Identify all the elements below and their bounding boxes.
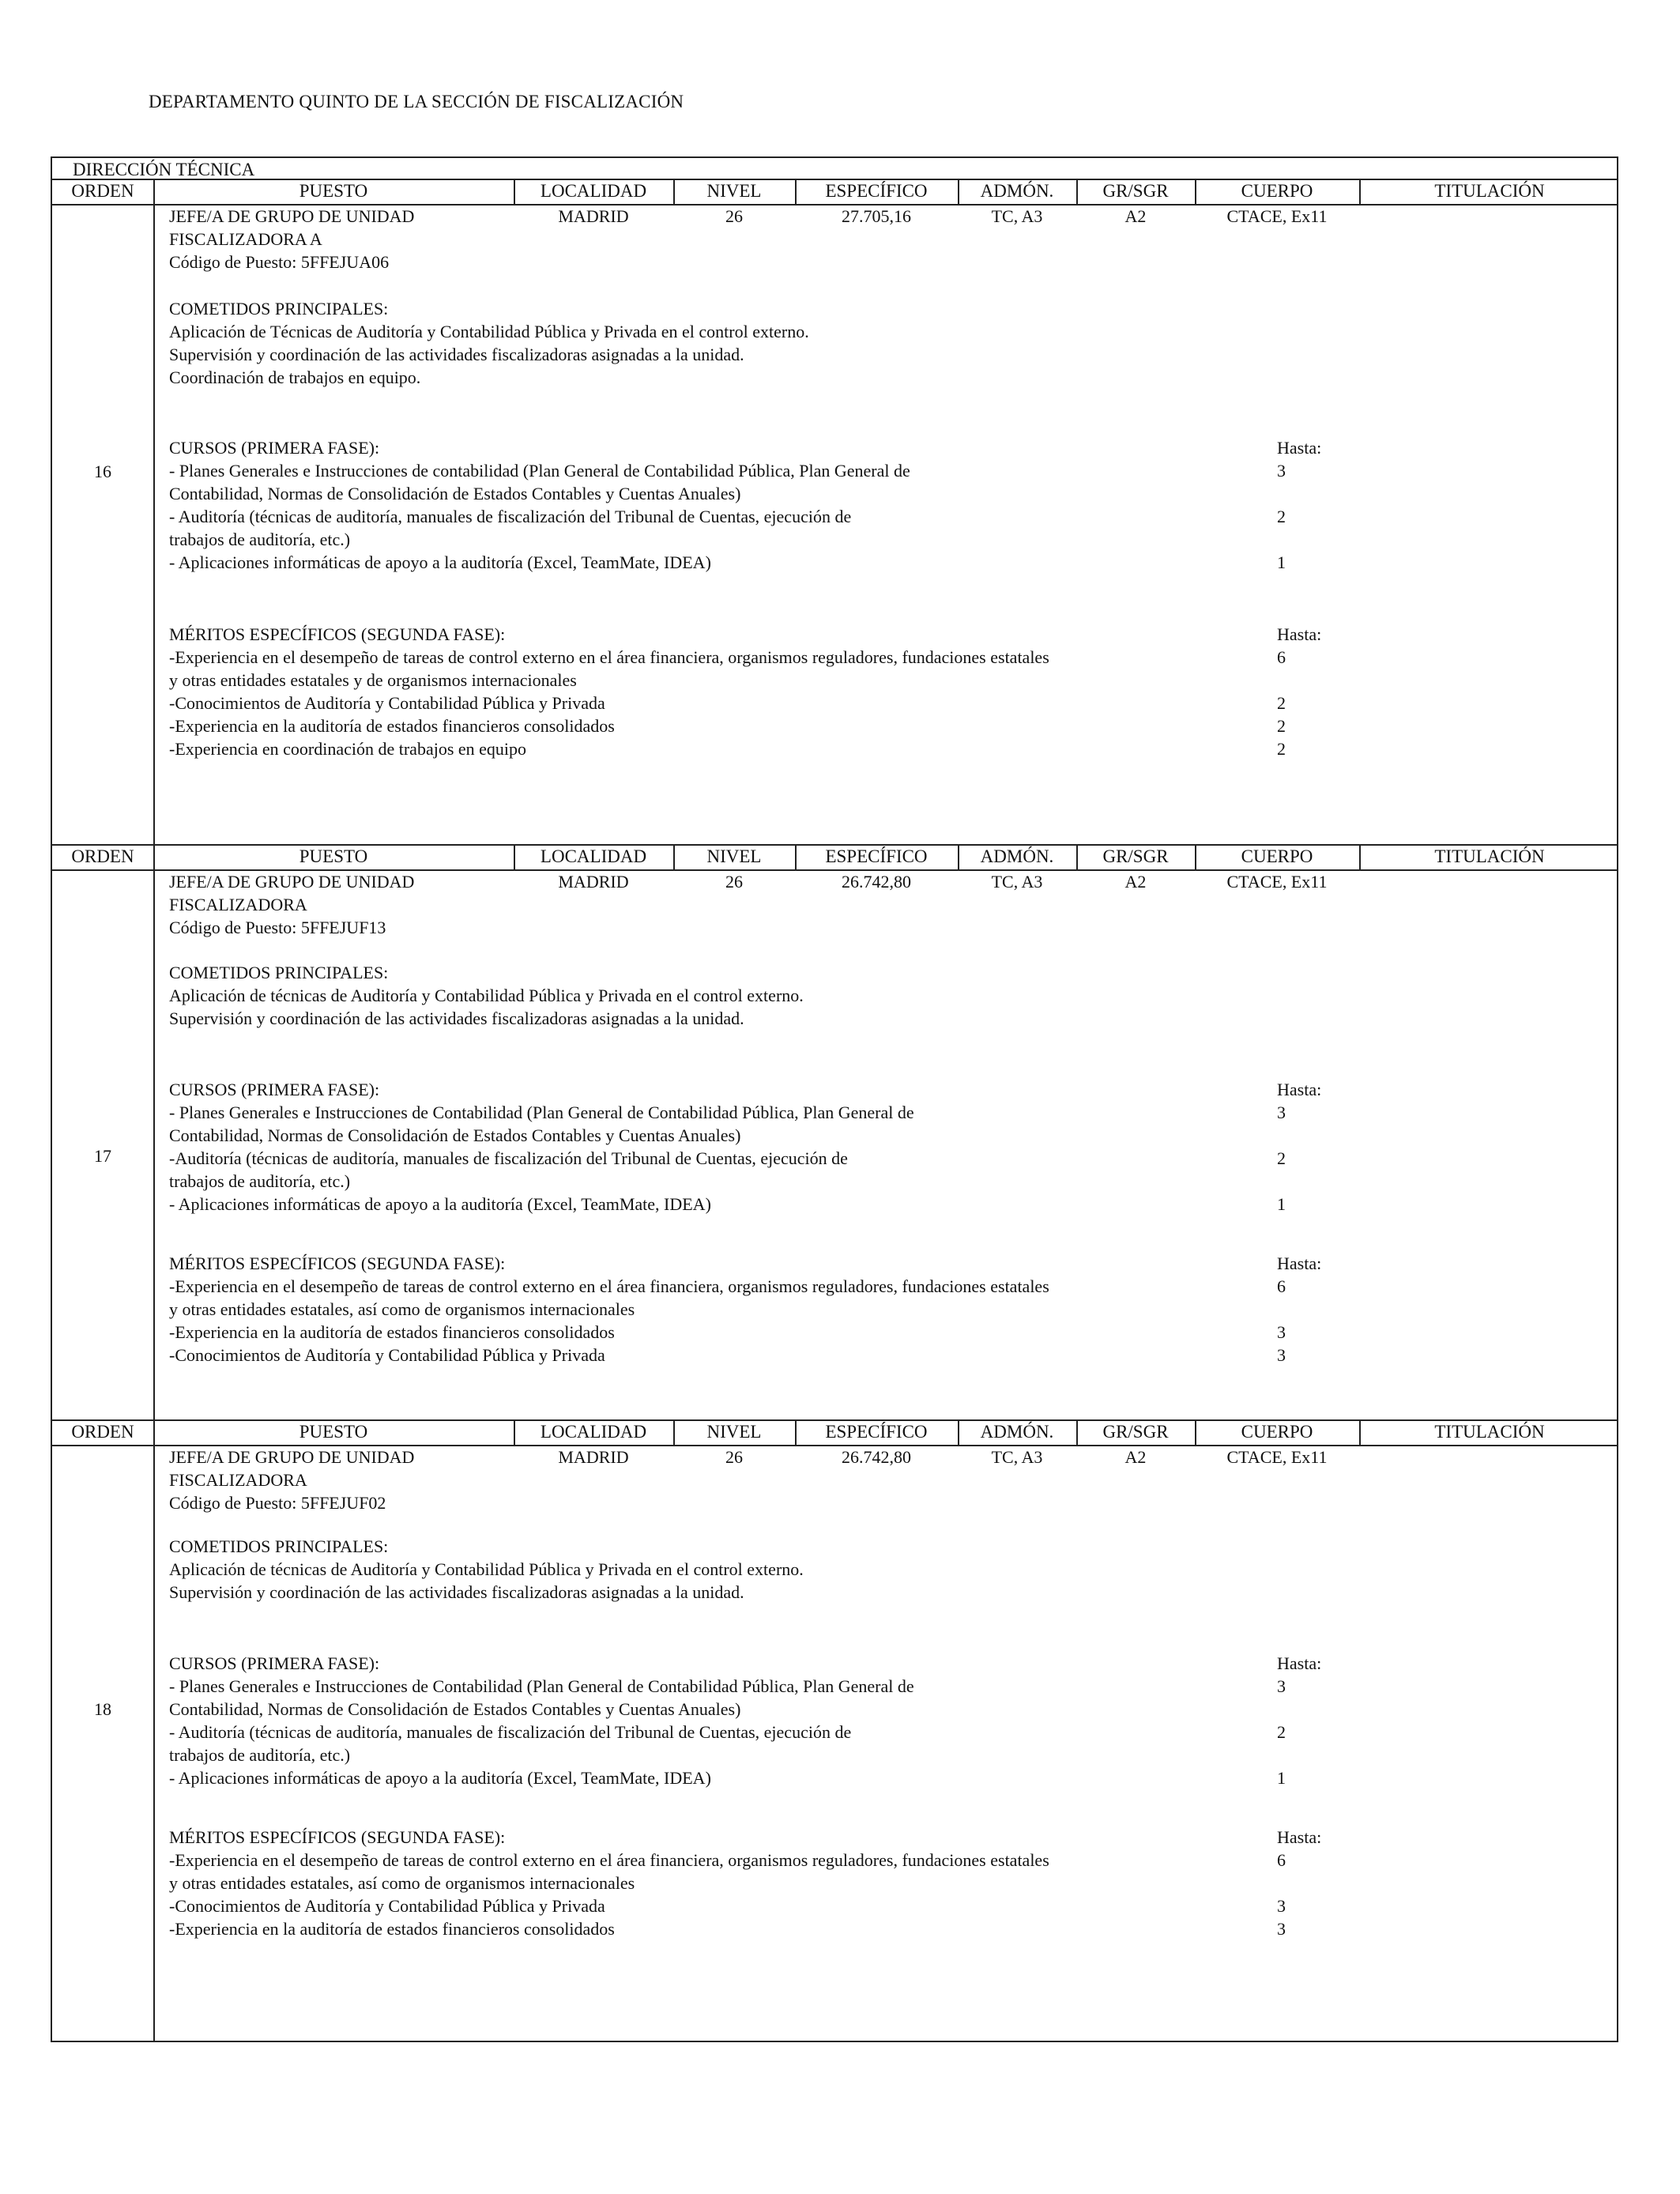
curso-item-line: Contabilidad, Normas de Consolidación de Estados Contables y Cuentas Anuales) — [169, 484, 741, 503]
cometidos-title: COMETIDOS PRINCIPALES: — [169, 1536, 389, 1556]
column-divider — [1195, 1421, 1196, 1445]
localidad-cell: MADRID — [558, 1447, 629, 1467]
col-header-nivel: NIVEL — [706, 1422, 762, 1442]
meritos-title: MÉRITOS ESPECÍFICOS (SEGUNDA FASE): — [169, 624, 506, 644]
col-header-nivel: NIVEL — [706, 181, 762, 201]
grsgr-cell: A2 — [1124, 206, 1147, 226]
col-header-titulacion: TITULACIÓN — [1434, 1422, 1545, 1442]
orden-number: 17 — [94, 1146, 111, 1166]
cometido-item: Supervisión y coordinación de las actividades fiscalizadoras asignadas a la unidad. — [169, 1008, 744, 1028]
merito-item-line: y otras entidades estatales, así como de organismos internacionales — [169, 1299, 635, 1319]
merito-points: 3 — [1277, 1322, 1286, 1342]
col-header-puesto: PUESTO — [299, 846, 368, 866]
merito-item-line: -Conocimientos de Auditoría y Contabilidad Pública y Privada — [169, 1896, 605, 1916]
puesto-line: JEFE/A DE GRUPO DE UNIDAD — [169, 872, 415, 892]
puesto-line: Código de Puesto: 5FFEJUA06 — [169, 252, 390, 272]
curso-points: 3 — [1277, 1676, 1286, 1696]
nivel-cell: 26 — [725, 872, 743, 892]
merito-item-line: -Conocimientos de Auditoría y Contabilidad Pública y Privada — [169, 1345, 605, 1365]
col-header-localidad: LOCALIDAD — [540, 1422, 647, 1442]
column-divider — [514, 1421, 515, 1445]
cursos-title: CURSOS (PRIMERA FASE): — [169, 1080, 380, 1099]
merito-points: 3 — [1277, 1345, 1286, 1365]
cuerpo-cell: CTACE, Ex11 — [1226, 872, 1328, 892]
col-header-admon: ADMÓN. — [980, 181, 1054, 201]
column-divider — [1076, 1421, 1078, 1445]
col-header-especifico: ESPECÍFICO — [825, 181, 928, 201]
hasta-label: Hasta: — [1277, 1253, 1322, 1273]
column-divider — [514, 846, 515, 869]
merito-item-line: -Experiencia en el desempeño de tareas de control externo en el área financiera, organismos reguladores, fundaciones estatales — [169, 647, 1049, 667]
curso-points: 3 — [1277, 461, 1286, 481]
merito-item-line: -Experiencia en la auditoría de estados financieros consolidados — [169, 1322, 615, 1342]
orden-number: 18 — [94, 1699, 111, 1719]
curso-points: 2 — [1277, 507, 1286, 526]
col-header-admon: ADMÓN. — [980, 846, 1054, 866]
col-header-orden: ORDEN — [71, 846, 134, 866]
column-divider — [673, 180, 675, 204]
section-title: DIRECCIÓN TÉCNICA — [73, 160, 255, 179]
column-divider — [153, 180, 155, 204]
hasta-label: Hasta: — [1277, 1653, 1322, 1673]
col-header-cuerpo: CUERPO — [1241, 846, 1313, 866]
admon-cell: TC, A3 — [991, 872, 1043, 892]
curso-item-line: - Auditoría (técnicas de auditoría, manuales de fiscalización del Tribunal de Cuentas, ejecución de — [169, 507, 852, 526]
column-divider — [795, 1421, 797, 1445]
cometidos-title: COMETIDOS PRINCIPALES: — [169, 963, 389, 982]
col-header-especifico: ESPECÍFICO — [825, 846, 928, 866]
puesto-line: FISCALIZADORA — [169, 895, 307, 914]
merito-item-line: -Experiencia en el desempeño de tareas de control externo en el área financiera, organismos reguladores, fundaciones estatales — [169, 1276, 1049, 1296]
orden-column-divider — [153, 869, 155, 1421]
column-divider — [958, 180, 959, 204]
merito-points: 2 — [1277, 716, 1286, 736]
hasta-label: Hasta: — [1277, 438, 1322, 458]
nivel-cell: 26 — [725, 1447, 743, 1467]
merito-points: 6 — [1277, 1850, 1286, 1870]
column-divider — [514, 180, 515, 204]
localidad-cell: MADRID — [558, 872, 629, 892]
column-divider — [673, 1421, 675, 1445]
hasta-label: Hasta: — [1277, 1827, 1322, 1847]
col-header-puesto: PUESTO — [299, 181, 368, 201]
merito-points: 3 — [1277, 1919, 1286, 1939]
cuerpo-cell: CTACE, Ex11 — [1226, 1447, 1328, 1467]
especifico-cell: 27.705,16 — [842, 206, 911, 226]
grsgr-cell: A2 — [1124, 872, 1147, 892]
curso-item-line: -Auditoría (técnicas de auditoría, manuales de fiscalización del Tribunal de Cuentas, ejecución de — [169, 1148, 848, 1168]
curso-item-line: trabajos de auditoría, etc.) — [169, 1745, 351, 1765]
col-header-especifico: ESPECÍFICO — [825, 1422, 928, 1442]
column-divider — [795, 180, 797, 204]
column-divider — [1076, 180, 1078, 204]
col-header-cuerpo: CUERPO — [1241, 1422, 1313, 1442]
especifico-cell: 26.742,80 — [842, 872, 911, 892]
grsgr-cell: A2 — [1124, 1447, 1147, 1467]
cometido-item: Aplicación de técnicas de Auditoría y Contabilidad Pública y Privada en el control externo. — [169, 986, 804, 1005]
column-divider — [153, 846, 155, 869]
merito-points: 2 — [1277, 739, 1286, 759]
column-divider — [1195, 846, 1196, 869]
curso-item-line: Contabilidad, Normas de Consolidación de Estados Contables y Cuentas Anuales) — [169, 1125, 741, 1145]
merito-item-line: -Experiencia en el desempeño de tareas de control externo en el área financiera, organismos reguladores, fundaciones estatales — [169, 1850, 1049, 1870]
col-header-titulacion: TITULACIÓN — [1434, 181, 1545, 201]
document-title: DEPARTAMENTO QUINTO DE LA SECCIÓN DE FISCALIZACIÓN — [149, 92, 684, 111]
merito-points: 6 — [1277, 1276, 1286, 1296]
curso-points: 3 — [1277, 1103, 1286, 1122]
orden-number: 16 — [94, 462, 111, 481]
col-header-localidad: LOCALIDAD — [540, 846, 647, 866]
nivel-cell: 26 — [725, 206, 743, 226]
admon-cell: TC, A3 — [991, 206, 1043, 226]
puesto-line: JEFE/A DE GRUPO DE UNIDAD — [169, 1447, 415, 1467]
cursos-title: CURSOS (PRIMERA FASE): — [169, 1653, 380, 1673]
puesto-line: Código de Puesto: 5FFEJUF02 — [169, 1493, 386, 1513]
curso-points: 1 — [1277, 1768, 1286, 1788]
curso-item-line: Contabilidad, Normas de Consolidación de Estados Contables y Cuentas Anuales) — [169, 1699, 741, 1719]
column-divider — [673, 846, 675, 869]
cometido-item: Coordinación de trabajos en equipo. — [169, 368, 421, 387]
orden-column-divider — [153, 204, 155, 846]
col-header-cuerpo: CUERPO — [1241, 181, 1313, 201]
positions-table — [51, 156, 1618, 2042]
curso-points: 2 — [1277, 1148, 1286, 1168]
column-divider — [795, 846, 797, 869]
curso-item-line: - Aplicaciones informáticas de apoyo a la auditoría (Excel, TeamMate, IDEA) — [169, 1194, 711, 1214]
cursos-title: CURSOS (PRIMERA FASE): — [169, 438, 380, 458]
curso-item-line: - Planes Generales e Instrucciones de contabilidad (Plan General de Contabilidad Pública, Plan General de — [169, 461, 910, 481]
curso-item-line: - Auditoría (técnicas de auditoría, manuales de fiscalización del Tribunal de Cuentas, ejecución de — [169, 1722, 852, 1742]
admon-cell: TC, A3 — [991, 1447, 1043, 1467]
curso-item-line: - Planes Generales e Instrucciones de Contabilidad (Plan General de Contabilidad Pública, Plan General de — [169, 1676, 914, 1696]
merito-item-line: -Experiencia en coordinación de trabajos en equipo — [169, 739, 527, 759]
column-divider — [153, 1421, 155, 1445]
merito-item-line: -Experiencia en la auditoría de estados financieros consolidados — [169, 1919, 615, 1939]
cuerpo-cell: CTACE, Ex11 — [1226, 206, 1328, 226]
curso-item-line: - Aplicaciones informáticas de apoyo a la auditoría (Excel, TeamMate, IDEA) — [169, 552, 711, 572]
cometido-item: Supervisión y coordinación de las actividades fiscalizadoras asignadas a la unidad. — [169, 345, 744, 364]
column-divider — [958, 1421, 959, 1445]
curso-item-line: - Aplicaciones informáticas de apoyo a la auditoría (Excel, TeamMate, IDEA) — [169, 1768, 711, 1788]
especifico-cell: 26.742,80 — [842, 1447, 911, 1467]
meritos-title: MÉRITOS ESPECÍFICOS (SEGUNDA FASE): — [169, 1253, 506, 1273]
cometido-item: Aplicación de Técnicas de Auditoría y Contabilidad Pública y Privada en el control externo. — [169, 322, 809, 341]
column-divider — [1359, 846, 1361, 869]
curso-points: 1 — [1277, 1194, 1286, 1214]
puesto-line: Código de Puesto: 5FFEJUF13 — [169, 918, 386, 937]
column-divider — [1195, 180, 1196, 204]
merito-item-line: y otras entidades estatales y de organismos internacionales — [169, 670, 577, 690]
col-header-grsgr: GR/SGR — [1102, 1422, 1169, 1442]
hasta-label: Hasta: — [1277, 1080, 1322, 1099]
merito-points: 2 — [1277, 693, 1286, 713]
merito-item-line: y otras entidades estatales, así como de organismos internacionales — [169, 1873, 635, 1893]
puesto-line: FISCALIZADORA — [169, 1470, 307, 1490]
merito-item-line: -Conocimientos de Auditoría y Contabilidad Pública y Privada — [169, 693, 605, 713]
puesto-line: JEFE/A DE GRUPO DE UNIDAD — [169, 206, 415, 226]
col-header-admon: ADMÓN. — [980, 1422, 1054, 1442]
puesto-line: FISCALIZADORA A — [169, 229, 322, 249]
curso-points: 2 — [1277, 1722, 1286, 1742]
column-divider — [1359, 1421, 1361, 1445]
column-divider — [1359, 180, 1361, 204]
col-header-nivel: NIVEL — [706, 846, 762, 866]
cometido-item: Aplicación de técnicas de Auditoría y Contabilidad Pública y Privada en el control externo. — [169, 1559, 804, 1579]
curso-item-line: - Planes Generales e Instrucciones de Contabilidad (Plan General de Contabilidad Pública, Plan General de — [169, 1103, 914, 1122]
col-header-titulacion: TITULACIÓN — [1434, 846, 1545, 866]
localidad-cell: MADRID — [558, 206, 629, 226]
cometidos-title: COMETIDOS PRINCIPALES: — [169, 299, 389, 319]
col-header-grsgr: GR/SGR — [1102, 846, 1169, 866]
hasta-label: Hasta: — [1277, 624, 1322, 644]
meritos-title: MÉRITOS ESPECÍFICOS (SEGUNDA FASE): — [169, 1827, 506, 1847]
col-header-localidad: LOCALIDAD — [540, 181, 647, 201]
merito-points: 3 — [1277, 1896, 1286, 1916]
col-header-puesto: PUESTO — [299, 1422, 368, 1442]
merito-item-line: -Experiencia en la auditoría de estados financieros consolidados — [169, 716, 615, 736]
orden-column-divider — [153, 1445, 155, 2042]
merito-points: 6 — [1277, 647, 1286, 667]
col-header-orden: ORDEN — [71, 1422, 134, 1442]
curso-points: 1 — [1277, 552, 1286, 572]
column-divider — [1076, 846, 1078, 869]
col-header-orden: ORDEN — [71, 181, 134, 201]
curso-item-line: trabajos de auditoría, etc.) — [169, 530, 351, 549]
curso-item-line: trabajos de auditoría, etc.) — [169, 1171, 351, 1191]
cometido-item: Supervisión y coordinación de las actividades fiscalizadoras asignadas a la unidad. — [169, 1582, 744, 1602]
column-divider — [958, 846, 959, 869]
col-header-grsgr: GR/SGR — [1102, 181, 1169, 201]
